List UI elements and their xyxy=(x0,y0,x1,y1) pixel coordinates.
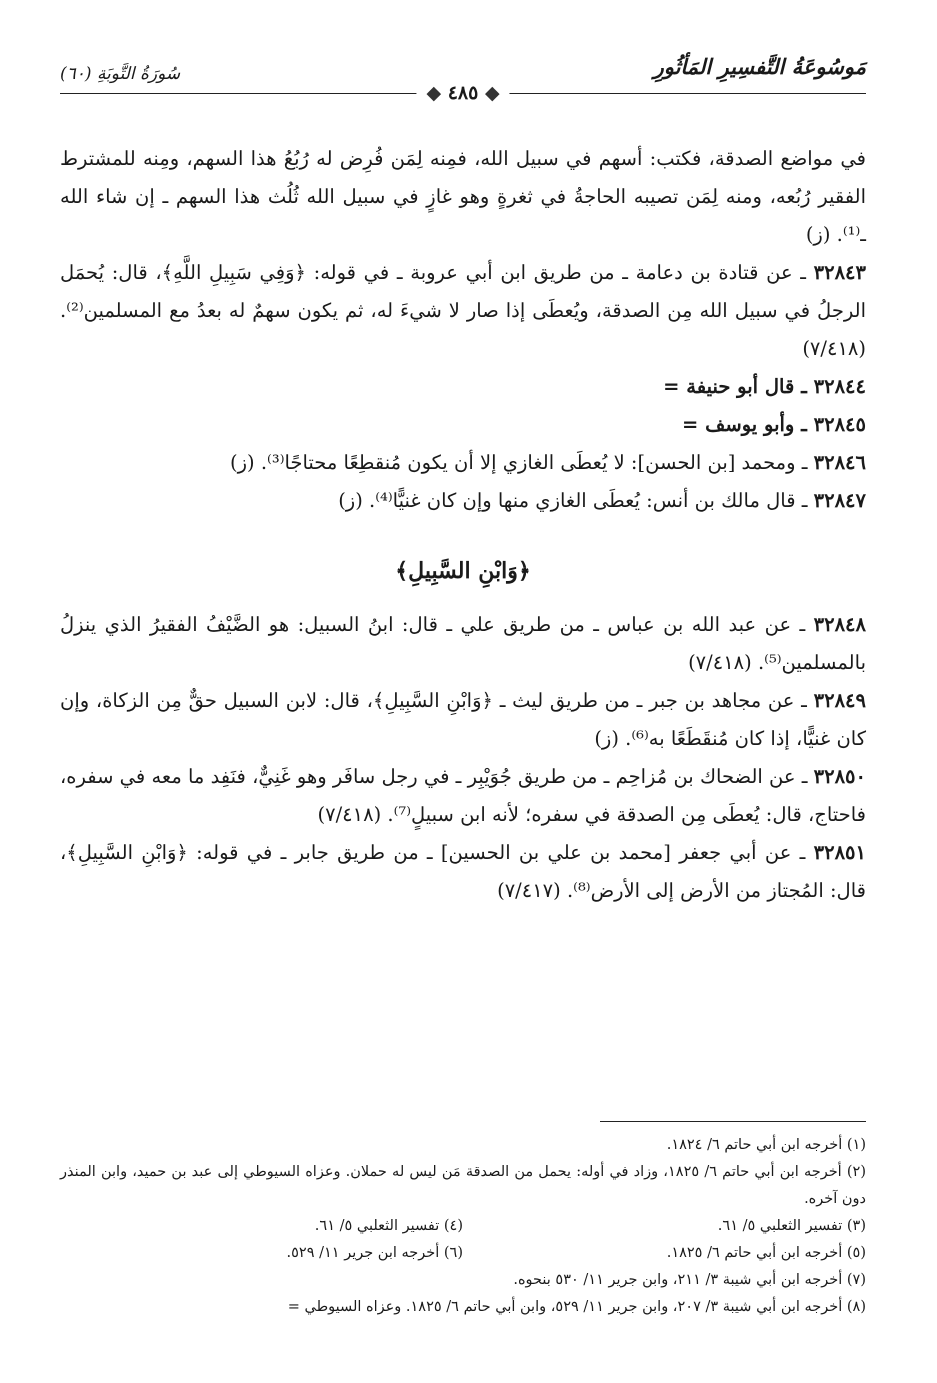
footnote: (٨) أخرجه ابن أبي شيبة ٣/ ٢٠٧، وابن جرير ١١/ ٥٢٩، وابن أبي حاتم ٦/ ١٨٢٥. وعزاه السيوطي = xyxy=(287,1299,866,1315)
footnote-rule xyxy=(600,1121,866,1122)
entry-number: ٣٢٨٤٤ xyxy=(813,375,866,398)
page-header xyxy=(60,44,866,104)
entry-number: ٣٢٨٤٣ xyxy=(813,261,866,284)
footnote: (٦) أخرجه ابن جرير ١١/ ٥٢٩. xyxy=(286,1245,463,1261)
main-text xyxy=(60,140,866,910)
footnote: (٤) تفسير الثعلبي ٥/ ٦١. xyxy=(314,1218,463,1234)
entry xyxy=(60,406,866,444)
page-number-box xyxy=(416,82,509,104)
section-heading: ﴿وَابْنِ السَّبِيلِ﴾ xyxy=(395,558,531,584)
footnote: (١) أخرجه ابن أبي حاتم ٦/ ١٨٢٤. xyxy=(666,1137,866,1153)
entry-text: ـ عن الضحاك بن مُزاحِم ـ من طريق جُوَيْبِر ـ في رجل سافَر وهو غَنِيٌّ، فنَفِد ما معه في سفره، فاحتاج، قال: يُعطَى مِن الصدقة في سفره؛ لأنه ابن سبيلٍ⁽⁷⁾. (٧/٤١٨) xyxy=(60,765,866,826)
entry xyxy=(60,682,866,758)
entry-text: ـ قال أبو حنيفة = xyxy=(663,375,814,398)
page xyxy=(60,44,867,1315)
footnote: (٥) أخرجه ابن أبي حاتم ٦/ ١٨٢٥. xyxy=(666,1245,866,1261)
entry-number: ٣٢٨٤٨ xyxy=(813,613,866,636)
entry-text: ـ عن قتادة بن دعامة ـ من طريق ابن أبي عروبة ـ في قوله: ﴿وَفِي سَبِيلِ اللَّهِ﴾، قال: يُحمَل الرجلُ في سبيل الله مِن الصدقة، ويُعطَى إذا صار لا شيءَ له، ثم يكون سهمٌ له بعدُ مع المسلمين⁽²⁾. (٧/٤١٨) xyxy=(60,261,866,360)
entry-number: ٣٢٨٥١ xyxy=(813,841,866,864)
entry-text: ـ عن أبي جعفر [محمد بن علي بن الحسين] ـ من طريق جابر ـ في قوله: ﴿وَابْنِ السَّبِيلِ﴾، قال: المُجتاز من الأرض إلى الأرض⁽⁸⁾. (٧/٤١٧) xyxy=(60,841,866,902)
entry xyxy=(60,758,866,834)
footnote-row xyxy=(60,1240,866,1267)
sura-label: سُورَةُ التَّوبَةِ (٦٠) xyxy=(60,64,181,84)
book-title: مَوسُوعَةُ التَّفسِيرِ المَأثُورِ xyxy=(653,54,866,79)
entry-text: ـ عن مجاهد بن جبر ـ من طريق ليث ـ ﴿وَابْنِ السَّبِيلِ﴾، قال: لابن السبيل حقٌّ مِن الزكاة، وإن كان غنيًّا، إذا كان مُنقَطَعًا به⁽⁶⁾. (ز) xyxy=(60,689,866,750)
ornament-icon: ◆ xyxy=(484,82,500,104)
entry-text: ـ ومحمد [بن الحسن]: لا يُعطَى الغازي إلا أن يكون مُنقطِعًا محتاجًا⁽³⁾. (ز) xyxy=(230,451,814,474)
footnotes xyxy=(60,1132,866,1321)
entry-number: ٣٢٨٤٧ xyxy=(813,489,866,512)
entry-number: ٣٢٨٤٩ xyxy=(813,689,866,712)
footnote: (٣) تفسير الثعلبي ٥/ ٦١. xyxy=(717,1218,866,1234)
entry xyxy=(60,444,866,482)
entry xyxy=(60,368,866,406)
entry-text: ـ وأبو يوسف = xyxy=(682,413,814,436)
entry-text: ـ عن عبد الله بن عباس ـ من طريق علي ـ قال: ابنُ السبيل: هو الضَّيْفُ الفقيرُ الذي ينزلُ بالمسلمين⁽⁵⁾. (٧/٤١٨) xyxy=(60,613,866,674)
footnote: (٢) أخرجه ابن أبي حاتم ٦/ ١٨٢٥، وزاد في أوله: يحمل من الصدقة مَن ليس له حملان. وعزاه السيوطي إلى عبد بن حميد، وابن المنذر دون آخره. xyxy=(60,1164,867,1207)
entry xyxy=(60,254,866,368)
entry xyxy=(60,482,866,520)
footnote-row xyxy=(60,1213,866,1240)
entry-number: ٣٢٨٥٠ xyxy=(813,765,866,788)
entry xyxy=(60,606,866,682)
entry xyxy=(60,834,866,910)
continuation-paragraph: في مواضع الصدقة، فكتب: أسهم في سبيل الله، فمِنه لِمَن فُرِض له رُبُعُ هذا السهم، ومِنه للمشترط الفقير رُبُعه، ومنه لِمَن تصيبه الحاجةُ في ثغرةٍ وهو غازٍ في سبيل الله ثُلُث هذا السهم ـ إن شاء الله ـ⁽¹⁾. (ز) xyxy=(60,147,866,246)
ornament-icon: ◆ xyxy=(426,82,442,104)
entry-text: ـ قال مالك بن أنس: يُعطَى الغازي منها وإن كان غنيًّا⁽⁴⁾. (ز) xyxy=(338,489,814,512)
entry-number: ٣٢٨٤٦ xyxy=(813,451,866,474)
entry-number: ٣٢٨٤٥ xyxy=(813,413,866,436)
page-number: ٤٨٥ xyxy=(447,82,479,104)
footnote: (٧) أخرجه ابن أبي شيبة ٣/ ٢١١، وابن جرير ١١/ ٥٣٠ بنحوه. xyxy=(513,1272,866,1288)
